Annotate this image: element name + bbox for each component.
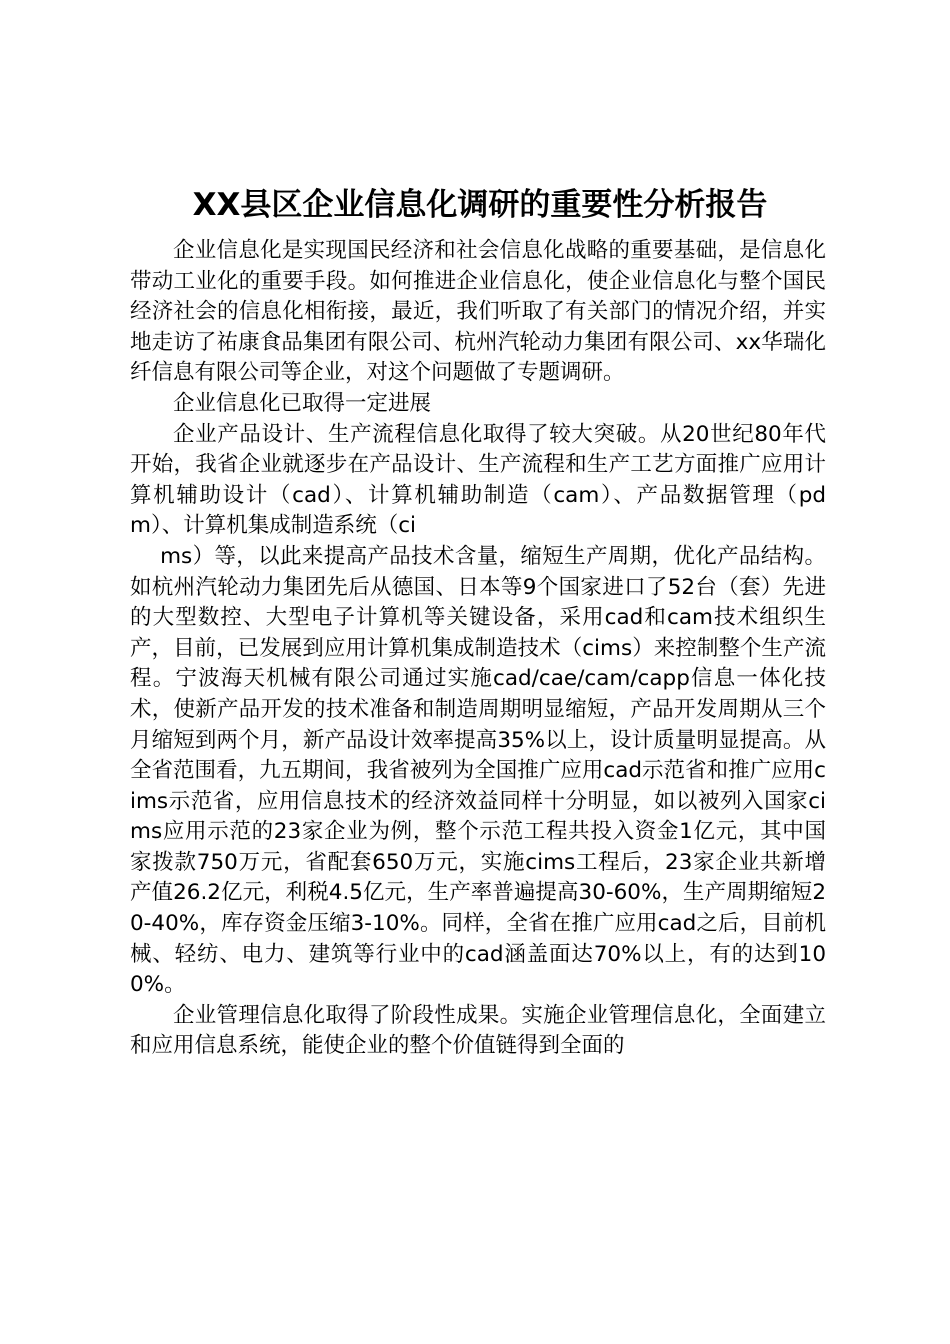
paragraph-management: 企业管理信息化取得了阶段性成果。实施企业管理信息化，全面建立和应用信息系统，能使企业的整个价值链得到全面的 — [130, 1002, 826, 1059]
paragraph-design-production: 企业产品设计、生产流程信息化取得了较大突破。从20世纪80年代开始，我省企业就逐步在产品设计、生产流程和生产工艺方面推广应用计算机辅助设计（cad）、计算机辅助制造（cam）、产品数据管理（pdm）、计算机集成制造系统（ci — [130, 421, 826, 539]
section-heading: 企业信息化已取得一定进展 — [173, 390, 432, 416]
document-body — [130, 236, 826, 1062]
paragraph-intro: 企业信息化是实现国民经济和社会信息化战略的重要基础，是信息化带动工业化的重要手段。如何推进企业信息化，使企业信息化与整个国民经济社会的信息化相衔接，最近，我们听取了有关部门的情况介绍，并实地走访了祐康食品集团有限公司、杭州汽轮动力集团有限公司、xx华瑞化纤信息有限公司等企业，对这个问题做了专题调研。 — [130, 238, 826, 386]
paragraph-design-production-continued: ms）等，以此来提高产品技术含量，缩短生产周期，优化产品结构。如杭州汽轮动力集团先后从德国、日本等9个国家进口了52台（套）先进的大型数控、大型电子计算机等关键设备，采用cad和cam技术组织生产，目前，已发展到应用计算机集成制造技术（cims）来控制整个生产流程。宁波海天机械有限公司通过实施cad/cae/cam/capp信息一体化技术，使新产品开发的技术准备和制造周期明显缩短，产品开发周期从三个月缩短到两个月，新产品设计效率提高35%以上，设计质量明显提高。从全省范围看，九五期间，我省被列为全国推广应用cad示范省和推广应用cims示范省，应用信息技术的经济效益同样十分明显，如以被列入国家cims应用示范的23家企业为例，整个示范工程共投入资金1亿元，其中国家拨款750万元，省配套650万元，实施cims工程后，23家企业共新增产值26.2亿元，利税4.5亿元，生产率普遍提高30-60%，生产周期缩短20-40%，库存资金压缩3-10%。同样，全省在推广应用cad之后，目前机械、轻纺、电力、建筑等行业中的cad涵盖面达70%以上，有的达到100%。 — [130, 543, 826, 998]
document-title: XX县区企业信息化调研的重要性分析报告 — [192, 187, 768, 223]
